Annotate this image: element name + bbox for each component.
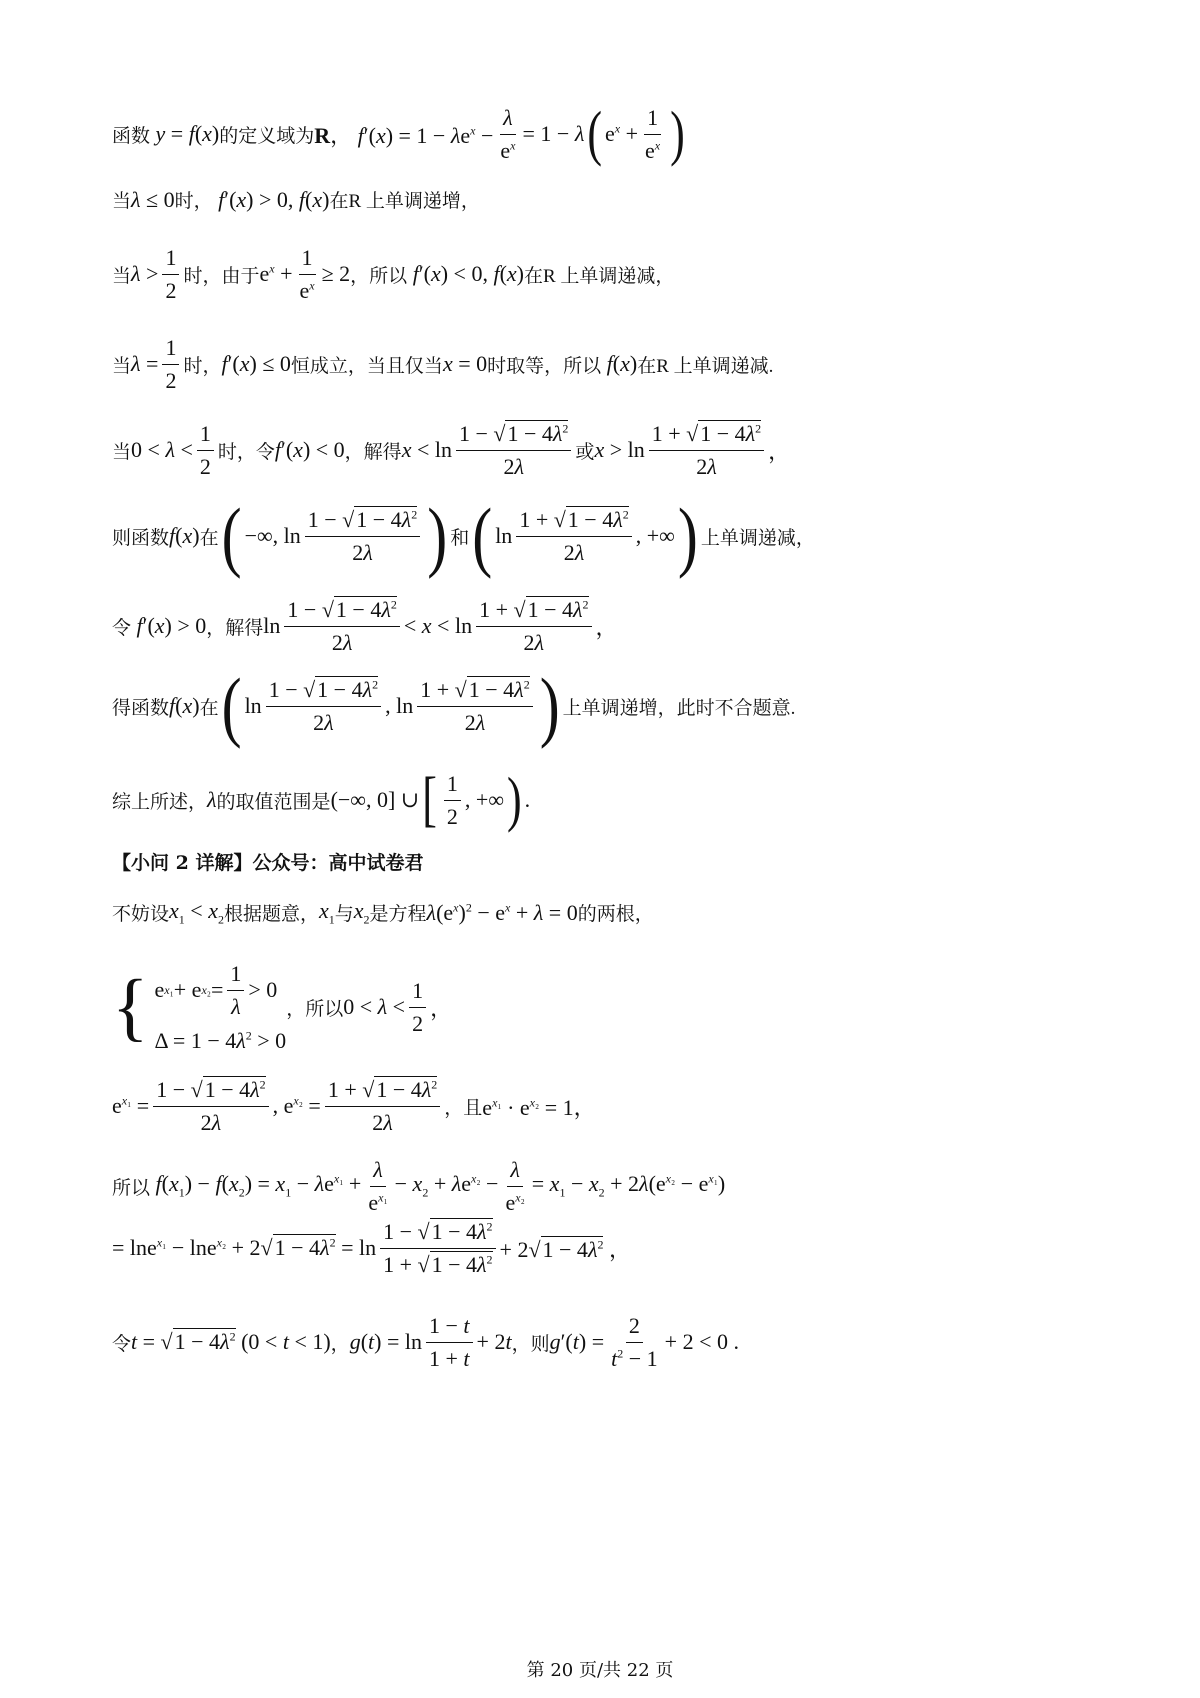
text: 在R 上单调递减， [524,265,675,287]
line-10: 不妨设 $x_1 < x_2$ 根据题意， $x_1$ 与 $x_2$ 是方程 $\lambda(e^x)^2 - e^x + \lambda = 0$ 的两根， [112,898,654,927]
text: ，且 [444,1097,483,1119]
line-12: $e^{x_1}$ = $\frac{1 - √1 - 4\lambda^2}{2\lambda}$ , $e^{x_2}$ = $\frac{1 + √1 - 4\lambda^2}{2\lambda}$ ，且 $e^{x_1} \cdot e^{x_2} = 1$， [112,1077,596,1135]
text: ，解得 [344,441,402,463]
text: 当 [112,441,132,463]
section-heading [112,848,423,875]
line-9: 综上所述， λ 的取值范围是 (−∞, 0] ∪ [ $\frac{1}{2}$ , +∞ ) . [112,765,531,834]
text: 综上所述， [112,791,208,813]
line-5: 当 0 < λ < $\frac{1}{2}$ 时，令 f′(x) < 0 ，解得 x < ln $\frac{1 - √1 - 4\lambda^2}{2\lambda}$ 或 x > ln $\frac{1 + √1 - 4\lambda^2}{2\lambda}$ ， [112,421,791,479]
text: 不妨设 [112,904,170,926]
text: 时取等，所以 [487,355,602,377]
line-11: { e x₁ + e x₂ = $\frac{1}{\lambda}$ > 0 $\Delta = 1 - 4\lambda^2 > 0$ ，所以 0 < λ < $\frac{1}{2}$ ， [112,961,453,1053]
line-2: 当 λ ≤ 0 时， f′(x) > 0, f(x) 在R 上单调递增， [112,186,480,212]
line-15: 令 $t = √1 - 4\lambda^2$ (0 < t < 1) ， g(t) = ln $\frac{1 - t}{1 + t}$ + 2t ，则 g′(t) = $\frac{2}{t^2 - 1}$ + 2 < 0 . [112,1313,739,1371]
text: 上单调递减， [700,527,815,549]
line-7: 令 f′(x) > 0 ，解得 ln $\frac{1 - √1 - 4\lambda^2}{2\lambda}$ < x < ln $\frac{1 + √1 - 4\lambda^2}{2\lambda}$ ， [112,597,618,655]
text: ， [330,1333,350,1355]
heading-text: 【小问 2 详解】公众号：高中试卷君 [112,852,424,874]
text: 时，令 [217,441,275,463]
text: 是方程 [369,904,427,926]
text: ，则 [511,1333,550,1355]
text: 则函数 [112,527,170,549]
line-1: 函数 y = f(x) 的定义域为 R， $f'(x) = 1 - \lambda e^x$ − $\frac{\lambda}{e^x}$ = 1 − λ ( $e^x$ + $\frac{1}{e^x}$ ) [112,99,685,168]
text: ，解得 [206,617,264,639]
text: 与 [334,904,354,926]
text: 和 [450,527,470,549]
line-3: 当 λ > $\frac{1}{2}$ 时，由于 $e^x$ + $\frac{1}{e^x}$ ≥ 2 ，所以 f′(x) < 0, f(x) 在R 上单调递减， [112,245,675,303]
text: 在 [199,527,219,549]
text: 的两根， [577,904,654,926]
text: 当 [112,191,132,212]
text: 在R 上单调递减. [637,355,774,377]
text: 当 [112,355,132,377]
text: 的定义域为 [219,125,315,147]
text: 得函数 [112,697,170,719]
text: 时，由于 [183,265,260,287]
text: 令 [112,1333,132,1355]
text: 当 [112,265,132,287]
line-14: = $\ln e^{x_1} - \ln e^{x_2} + 2√1 - 4\lambda^2 = \ln$ $\frac{1 - √1 - 4\lambda^2}{1 + √1 - 4\lambda^2}$ + $2√1 - 4\lambda^2$ ， [112,1219,631,1277]
text: 在 [199,697,219,719]
text: ，所以 [286,998,344,1020]
text: 恒成立，当且仅当 [290,355,443,377]
line-6: 则函数 f(x) 在 ( −∞, ln $\frac{1 - √1 - 4\lambda^2}{2\lambda}$ ) 和 ( ln $\frac{1 + √1 - 4\lambda^2}{2\lambda}$ , +∞ ) 上单调递减， [112,493,815,579]
line-4: 当 λ = $\frac{1}{2}$ 时， f′(x) ≤ 0 恒成立，当且仅当 x = 0 时取等，所以 f(x) 在R 上单调递减. [112,335,774,393]
line-8: 得函数 f(x) 在 ( ln $\frac{1 - √1 - 4\lambda^2}{2\lambda}$ , ln $\frac{1 + √1 - 4\lambda^2}{2\lambda}$ ) 上单调递增，此时不合题意. [112,663,796,749]
page-footer: 第 20 页/共 22 页 [526,1660,674,1681]
line-13: 所以 $f(x_1) - f(x_2) = x_1 - \lambda e^{x_1}$ + $\frac{\lambda}{e^{x_1}}$ − $x_2 + \lambda e^{x_2}$ − $\frac{\lambda}{e^{x_2}}$ = $x_1 - x_2 + 2\lambda(e^{x_2} - e^{x_1})$ [112,1157,726,1215]
text: 令 [112,617,132,639]
text: 根据题意， [223,904,319,926]
text: 的取值范围是 [216,791,331,813]
text: 时， [183,355,222,377]
text: 或 [575,441,595,463]
text: 函数 [112,125,151,147]
text: 时， [174,191,213,212]
text: 所以 [112,1177,151,1199]
text: 在R 上单调递增， [329,191,480,212]
text: ，所以 [350,265,408,287]
text: 上单调递增，此时不合题意. [562,697,796,719]
